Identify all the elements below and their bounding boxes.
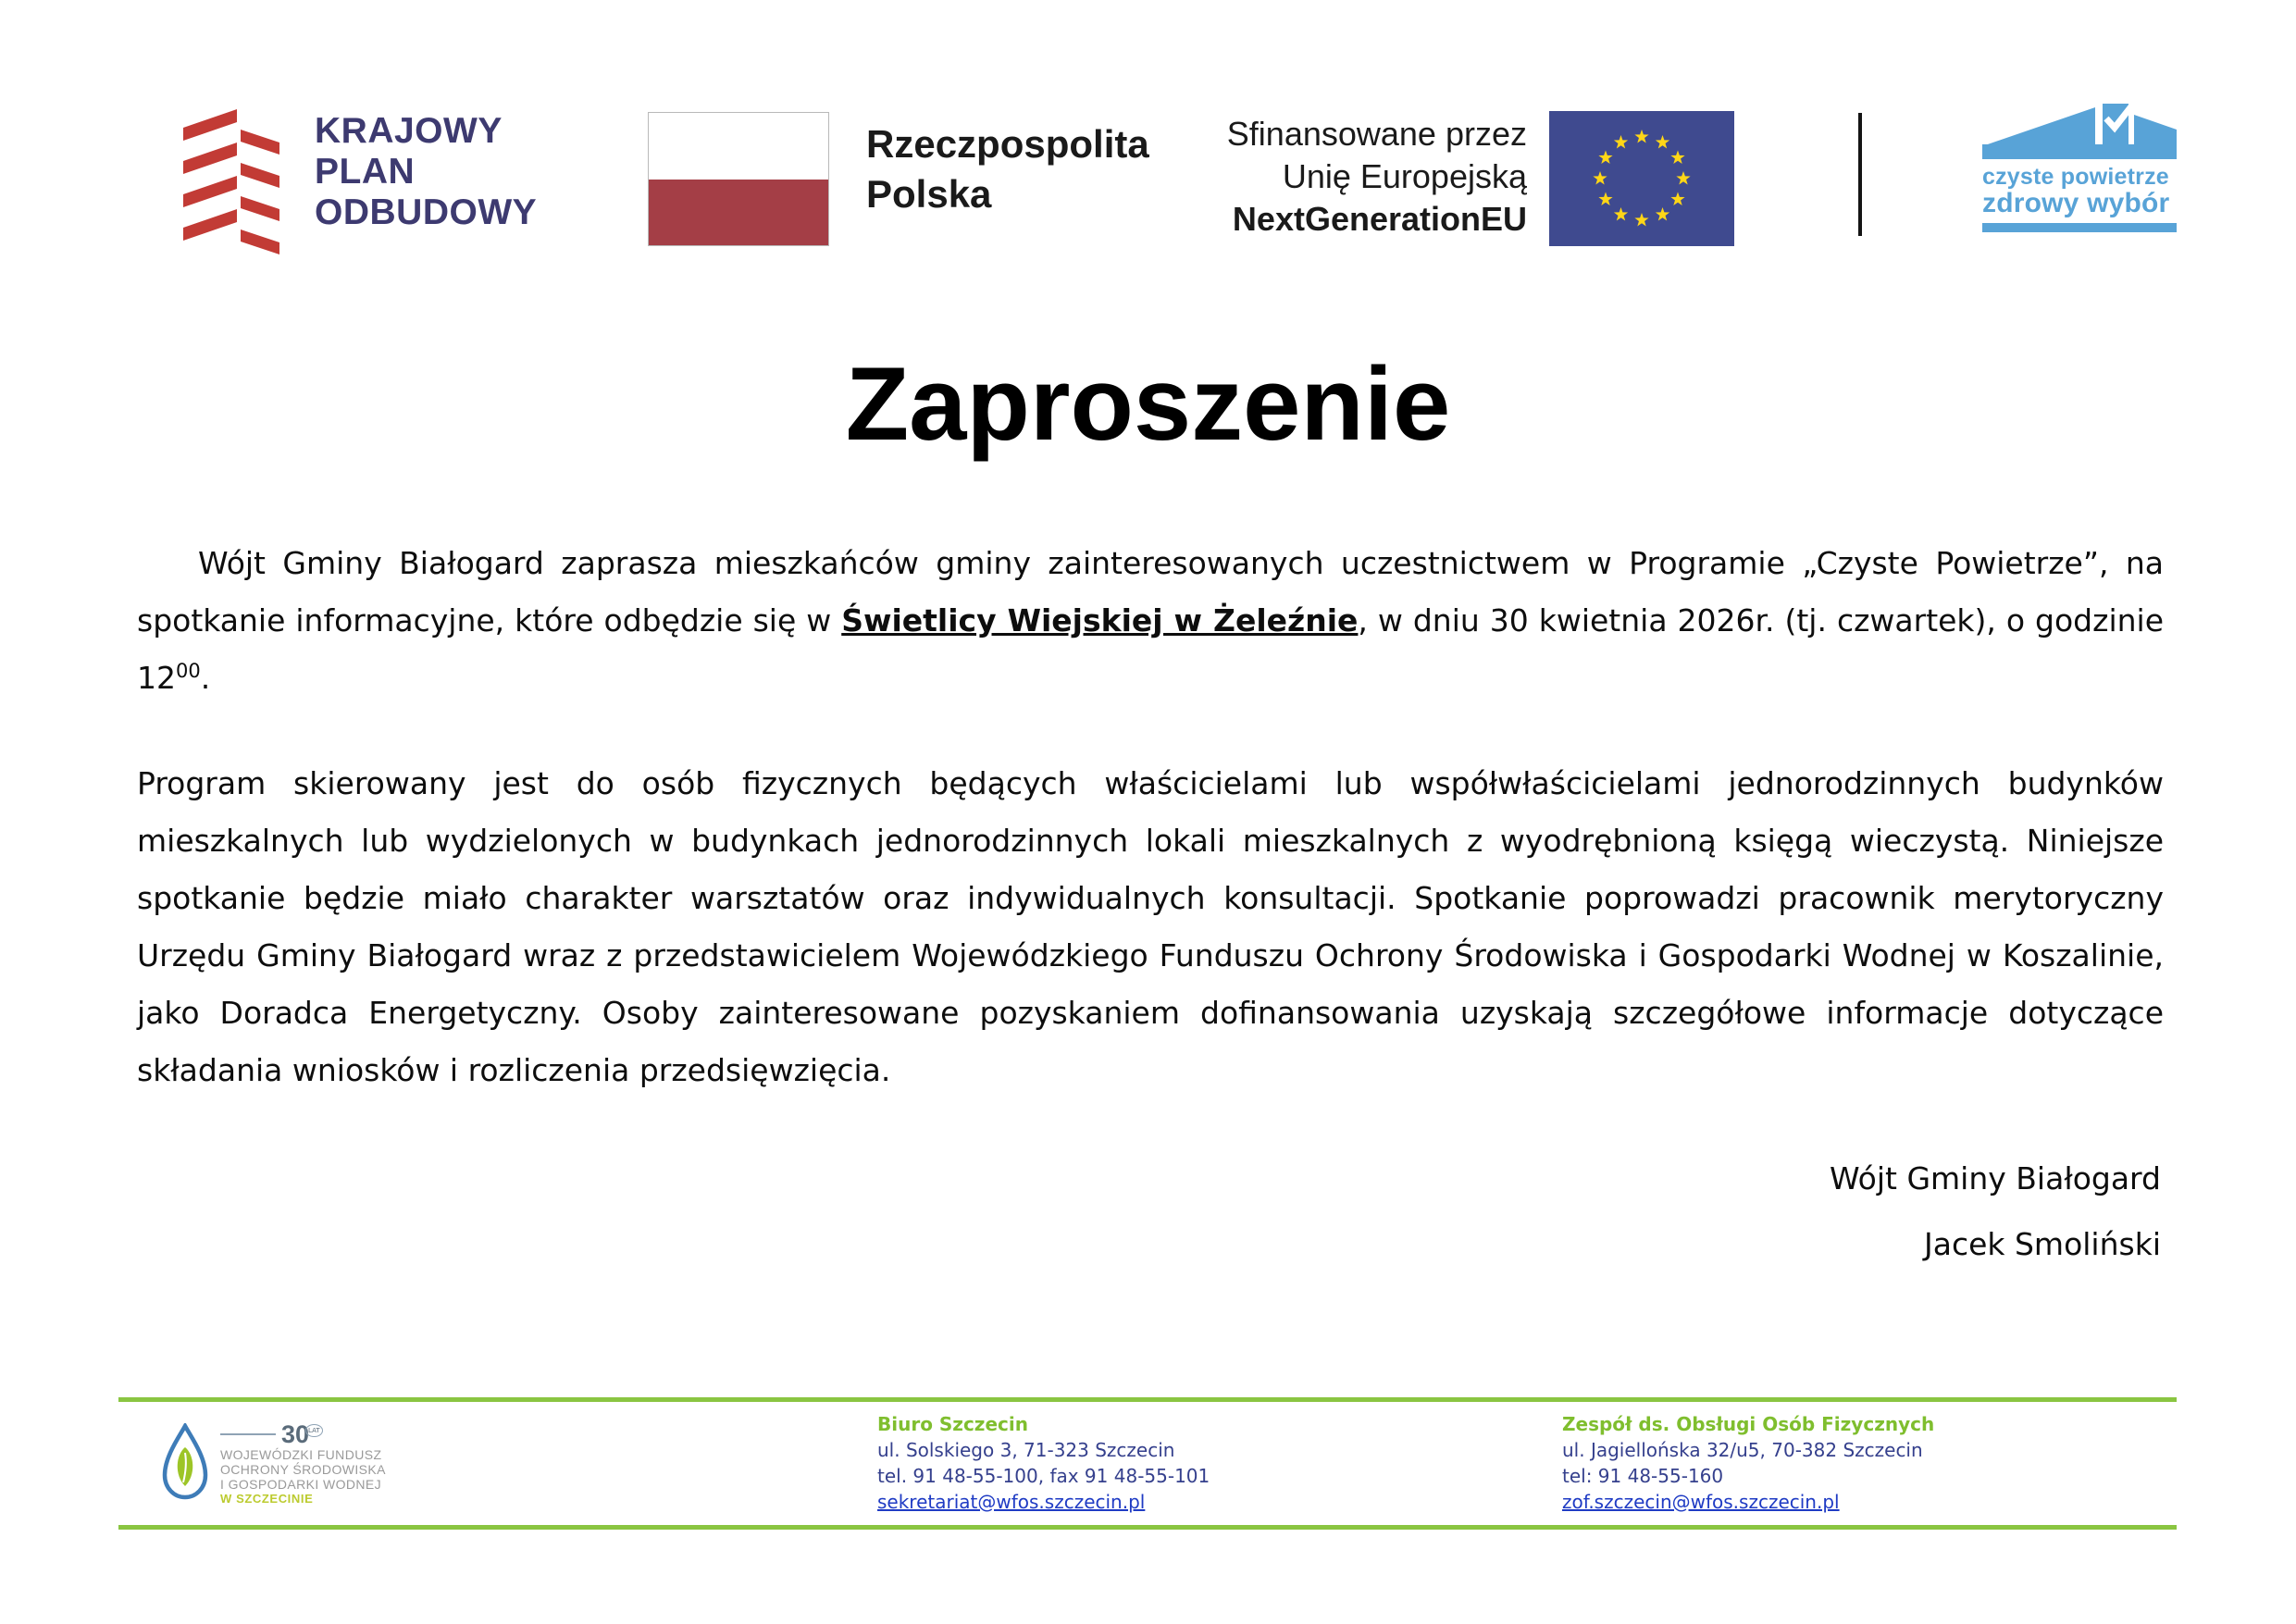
footer-office-column <box>877 1411 1210 1515</box>
wfos-30-line <box>220 1433 276 1435</box>
p1-text-end: . <box>200 660 211 696</box>
kpo-logo <box>176 109 537 257</box>
footer-team-column <box>1562 1411 1934 1515</box>
wfos-name-line-3: I GOSPODARKI WODNEJ <box>220 1477 382 1492</box>
eu-funding-logo <box>1194 111 1734 246</box>
wfos-name-line-1: WOJEWÓDZKI FUNDUSZ <box>220 1447 382 1462</box>
czyste-powietrze-line-1: czyste powietrze <box>1982 164 2169 190</box>
p1-text-middle: , w dniu 30 kwietnia 2026r. (tj. czwartek), o godzinie 12 <box>137 602 2164 696</box>
wfos-30-number: 30 <box>281 1420 310 1448</box>
kpo-logo-text <box>315 111 537 233</box>
p1-time-superscript: 00 <box>176 660 201 682</box>
footer-team-address: ul. Jagiellońska 32/u5, 70-382 Szczecin <box>1562 1439 1923 1461</box>
footer-top-green-line <box>118 1397 2177 1402</box>
footer-office-title: Biuro Szczecin <box>877 1413 1028 1435</box>
paragraph-program-details: Program skierowany jest do osób fizycznych będących właścicielami lub współwłaścicielami jednorodzinnych budynków mieszkalnych lub wydzielonych w budynkach jednorodzinnych lokali mieszkalnych z wyodrębnioną księgą wieczystą. Niniejsze spotkanie będzie miało charakter warsztatów oraz indywidualnych konsultacji. Spotkanie poprowadzi pracownik merytoryczny Urzędu Gminy Białogard wraz z przedstawicielem Wojewódzkiego Funduszu Ochrony Środowiska i Gospodarki Wodnej w Koszalinie, jako Doradca Energetyczny. Osoby zainteresowane pozyskaniem dofinansowania uzyskają szczegółowe informacje dotyczące składania wniosków i rozliczenia przedsięwzięcia. <box>137 765 2164 1088</box>
czyste-powietrze-line-2: zdrowy wybór <box>1982 188 2170 218</box>
wfos-30-years <box>220 1420 386 1448</box>
poland-logo <box>648 112 1149 246</box>
czyste-powietrze-house-icon <box>1982 104 2177 161</box>
eu-funding-text <box>1194 113 1527 241</box>
czyste-powietrze-logo <box>1982 104 2177 232</box>
poland-logo-text <box>866 119 1149 219</box>
poland-flag-icon <box>648 112 829 246</box>
footer-office-address: ul. Solskiego 3, 71-323 Szczecin <box>877 1439 1175 1461</box>
kpo-line-3: ODBUDOWY <box>315 192 538 232</box>
wfos-lat-badge: LAT <box>305 1424 323 1437</box>
footer-office-email-link[interactable]: sekretariat@wfos.szczecin.pl <box>877 1491 1146 1513</box>
page-title: Zaproszenie <box>845 346 1451 462</box>
signature-name: Jacek Smoliński <box>1923 1226 2161 1262</box>
paragraph-invitation <box>137 535 2164 707</box>
p1-venue-bold-underline: Świetlicy Wiejskiej w Żeleźnie <box>841 602 1359 638</box>
poland-flag-red-stripe <box>649 180 828 246</box>
header-divider-line <box>1858 113 1862 236</box>
signature-role: Wójt Gminy Białogard <box>1829 1160 2161 1196</box>
eu-line-2: Unię Europejską <box>1282 157 1527 195</box>
eu-line-1: Sfinansowane przez <box>1226 115 1527 153</box>
signature-block <box>1830 1146 2161 1277</box>
footer-team-title: Zespół ds. Obsługi Osób Fizycznych <box>1562 1413 1935 1435</box>
eu-flag-icon <box>1549 111 1734 246</box>
footer-bottom-green-line <box>118 1525 2177 1530</box>
p1-text-before: Wójt Gminy Białogard zaprasza mieszkańców gminy zainteresowanych uczestnictwem w Programie „Czyste Powietrze”, na spotkanie informacyjne, które odbędzie się w <box>137 545 2164 638</box>
poland-line-2: Polska <box>866 172 992 216</box>
wfos-logo-text <box>220 1420 386 1506</box>
kpo-line-1: KRAJOWY <box>315 111 503 151</box>
wfos-name-lines <box>220 1447 386 1506</box>
wfos-logo <box>159 1420 386 1506</box>
kpo-line-2: PLAN <box>315 152 416 192</box>
kpo-building-icon <box>176 109 287 257</box>
footer-team-phone: tel: 91 48-55-160 <box>1562 1465 1724 1487</box>
poland-line-1: Rzeczpospolita <box>866 122 1149 166</box>
footer-office-phone: tel. 91 48-55-100, fax 91 48-55-101 <box>877 1465 1210 1487</box>
wfos-name-line-2: OCHRONY ŚRODOWISKA <box>220 1462 386 1477</box>
czyste-powietrze-underline-bar <box>1982 223 2177 232</box>
wfos-name-line-4: W SZCZECINIE <box>220 1492 314 1506</box>
eu-line-3: NextGenerationEU <box>1232 200 1527 238</box>
wfos-waterdrop-icon <box>159 1423 211 1501</box>
poland-flag-white-stripe <box>649 113 828 180</box>
footer-team-email-link[interactable]: zof.szczecin@wfos.szczecin.pl <box>1562 1491 1840 1513</box>
